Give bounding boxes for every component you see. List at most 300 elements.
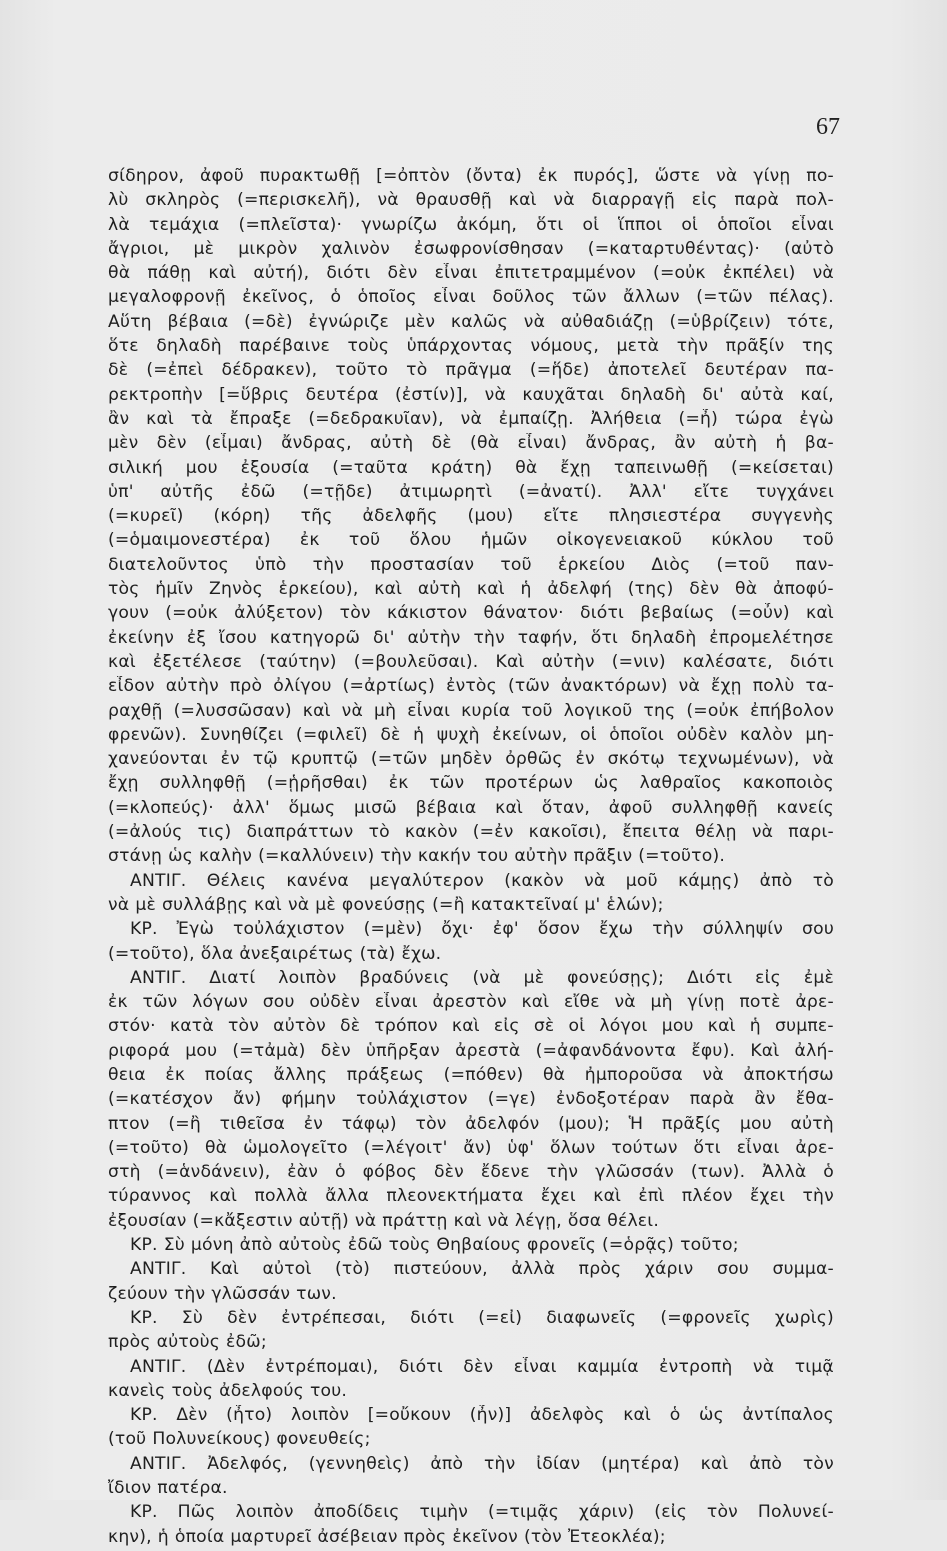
word: δὲ — [108, 360, 129, 381]
word: (=ᾑρῆσθαι) — [266, 773, 368, 794]
word: ἀδελφὸς — [529, 1405, 605, 1426]
word: τοῦ — [802, 530, 834, 551]
word: τὸ — [368, 822, 390, 843]
word: Διότι — [687, 967, 733, 988]
text-line — [108, 992, 834, 1016]
word: δι' — [702, 384, 724, 405]
word: (=φιλεῖ) — [295, 724, 368, 745]
word: (μου) — [467, 506, 514, 527]
word: ἡ — [413, 724, 425, 745]
word: ἐδῶ — [347, 1235, 383, 1256]
word: (=τῇδε) — [302, 481, 373, 502]
word: νὰ — [553, 190, 575, 211]
text-line — [108, 1186, 834, 1210]
word: οἱ — [582, 214, 600, 235]
word: ΑΝΤΙΓ. — [130, 1453, 187, 1474]
word: (τῶν — [507, 676, 550, 697]
word: τοὺς — [171, 1380, 214, 1401]
word: ἴσου — [219, 627, 257, 648]
word: τεχνωμένων), — [677, 749, 800, 770]
word: αὐτὴ — [370, 433, 414, 454]
word: ὅτι — [590, 627, 619, 648]
word: ἀρεστὸν — [432, 992, 507, 1013]
word: ἑρκείου — [557, 554, 626, 575]
word: παρι- — [788, 822, 834, 843]
word: Πολυνείκους) — [152, 1429, 271, 1450]
word: Ἐτεοκλέα); — [567, 1526, 666, 1547]
word: ἀρε- — [795, 992, 834, 1013]
word: ἐντρέπεσαι, — [281, 1307, 386, 1328]
word: [=οὔκουν — [367, 1405, 452, 1426]
word: καὶ — [108, 651, 136, 672]
word: τῶν — [429, 773, 465, 794]
word: (=ἦ) — [678, 408, 719, 429]
word: αὐτὴν — [541, 651, 595, 672]
word: νὰ — [678, 676, 701, 697]
word: μὲν — [404, 311, 436, 332]
word: τις) — [197, 822, 232, 843]
word: οὐδὲν — [676, 724, 728, 745]
word: κατὰ — [169, 1016, 214, 1037]
text-line — [108, 360, 834, 384]
word: τρόπον — [374, 1016, 438, 1037]
word: τοῦ — [521, 700, 553, 721]
word: ἐγὼ — [799, 408, 834, 429]
word: ΚΡ. — [130, 919, 158, 940]
word: καλὸν — [740, 724, 793, 745]
word: εἶναι — [433, 287, 476, 308]
word: (=καταρτυθέντας)· — [587, 238, 760, 259]
text-line — [108, 1114, 834, 1138]
word: δὲν — [227, 1307, 258, 1328]
word: ὑπ' — [108, 481, 134, 502]
text-line — [108, 1502, 834, 1526]
word: ἄγριοι, — [108, 238, 170, 259]
word: ἀδελφόν — [465, 1113, 540, 1134]
text-line — [108, 336, 834, 360]
word: Ἀλλ' — [629, 481, 667, 502]
text-line — [108, 773, 834, 797]
text-line — [108, 919, 834, 943]
word: ὥστε — [654, 166, 701, 186]
word: θέλει. — [607, 1210, 659, 1231]
word: συλλάβῃς — [161, 894, 249, 915]
word: ὁποία — [174, 1526, 225, 1547]
word: (κόρη) — [213, 506, 271, 527]
word: διότι — [580, 603, 625, 624]
word: σου — [802, 919, 834, 940]
word: τὸν — [706, 1502, 738, 1523]
word: ὁ — [823, 1162, 834, 1183]
word: τὴν — [652, 919, 684, 940]
word: ὅτε — [108, 336, 139, 357]
word: ΚΡ. — [130, 1235, 158, 1256]
word: δηλαδὴ — [156, 336, 222, 357]
word: οἱ — [681, 214, 699, 235]
word: αὐτῆς — [160, 481, 215, 502]
word: αὐτὴ — [713, 433, 758, 454]
word: πρὸς — [108, 1332, 151, 1353]
word: ἔχῃ — [560, 457, 591, 478]
word: στάνῃ — [108, 846, 163, 867]
word: γνωρίζω — [361, 214, 438, 235]
word: ἀλή- — [794, 1040, 834, 1061]
word: φονεύσῃς); — [567, 967, 665, 988]
word: (=γε) — [487, 1089, 536, 1110]
word: λέγῃ, — [514, 1210, 562, 1231]
word: ὑφ' — [507, 1137, 535, 1158]
word: εἶναι — [736, 1137, 780, 1158]
word: κακὸν — [404, 822, 458, 843]
word: αὐτὸν — [273, 1016, 326, 1037]
word: λὺ — [108, 190, 129, 211]
word: προτέρων — [485, 773, 574, 794]
word: (=φρονεῖς — [660, 1307, 751, 1328]
word: ἐσωφρονίσθησαν — [414, 238, 564, 259]
text-line — [108, 603, 834, 627]
word: ἐνδοξοτέραν — [555, 1089, 670, 1110]
word: καὶ — [508, 190, 537, 211]
word: (ταύτην) — [259, 651, 337, 672]
word: (νὰ — [472, 967, 501, 988]
word: (=μὲν) — [363, 919, 423, 940]
word: καλέσατε, — [682, 651, 773, 672]
text-line — [108, 968, 834, 992]
word: δι' — [372, 627, 395, 648]
word: κην), — [108, 1526, 152, 1547]
word: συλληφθῇ — [671, 797, 758, 818]
word: (=ἥδε) — [529, 360, 590, 381]
word: τῶν — [142, 992, 178, 1013]
word: ἐντροπὴ — [659, 1356, 733, 1377]
word: μου — [185, 1040, 218, 1061]
word: διότι — [410, 1307, 455, 1328]
word: ὅτι — [693, 1137, 721, 1158]
word: τοῦ — [500, 554, 532, 575]
word: νὰ — [751, 822, 774, 843]
word: νὰ — [523, 311, 546, 332]
word: αὐτὴν — [165, 676, 219, 697]
word: εἴθε — [564, 992, 600, 1013]
word: ἐγνώριζε — [308, 311, 389, 332]
word: χωρὶς) — [774, 1307, 834, 1328]
word: Καὶ — [495, 651, 525, 672]
word: ἑλών); — [606, 894, 664, 915]
word: ἐκεῖνον — [452, 1526, 518, 1547]
word: Ἐγὼ — [176, 919, 215, 940]
word: (θὰ — [470, 433, 500, 454]
word: ψυχὴ — [436, 724, 480, 745]
word: καὶ — [451, 1016, 480, 1037]
word: παρέβαινε — [239, 336, 330, 357]
word: ἐκεῖνος, — [242, 287, 315, 308]
word: πέλας). — [769, 287, 834, 308]
word: σίδηρον, — [108, 166, 185, 186]
word: τὴν — [802, 1186, 834, 1207]
word: κανεὶς — [108, 1380, 166, 1401]
word: βεβαίως — [640, 603, 715, 624]
word: ὅταν, — [541, 797, 591, 818]
word: αὐτὰ — [740, 384, 785, 405]
word: ὡμολογεῖτο — [243, 1137, 348, 1158]
word: ἀτιμωρητὶ — [399, 481, 493, 502]
word: Καὶ — [209, 1259, 239, 1280]
word: ἐπήβολον — [750, 700, 834, 721]
word: ἀποδίδεις — [313, 1502, 400, 1523]
word: ἑρκείου), — [278, 579, 359, 600]
word: ἀκόμη, — [456, 214, 517, 235]
word: ἔπειτα — [622, 822, 680, 843]
word: μικρὸν — [238, 238, 298, 259]
word: (=τοῦ — [716, 554, 770, 575]
word: (=περισκελῆ), — [237, 190, 361, 211]
word: πράξεως — [346, 1064, 425, 1085]
word: τοὐλάχιστον — [233, 919, 345, 940]
word: ἐκ — [108, 992, 128, 1013]
word: κράτη) — [430, 457, 493, 478]
word: νὰ — [614, 992, 636, 1013]
word: γλῶσσάν — [595, 1162, 674, 1183]
word: λὰ — [108, 214, 130, 235]
word: γλῶσσάν — [211, 1283, 291, 1304]
word: πολλὰ — [254, 1186, 308, 1207]
word: μοῦ — [625, 870, 658, 891]
word: Αὕτη — [108, 311, 152, 332]
word: καὶ — [495, 797, 524, 818]
text-line — [108, 652, 834, 676]
word: τὸν — [339, 603, 371, 624]
word: βα- — [804, 433, 834, 454]
word: νὰ — [584, 870, 606, 891]
word: μαρτυρεῖ — [230, 1526, 312, 1547]
word: εἰς — [493, 1016, 520, 1037]
word: ΚΡ. — [130, 1502, 158, 1523]
word: (=οὐκ — [686, 700, 740, 721]
text-line — [108, 1089, 834, 1113]
text-line — [108, 190, 834, 214]
word: (γεννηθεὶς) — [308, 1453, 410, 1474]
word: ἀρε- — [795, 1137, 834, 1158]
word: ἐδῶ — [240, 481, 276, 502]
word: μου — [185, 457, 218, 478]
word: (=τἀμὰ) — [232, 1040, 306, 1061]
word: εἰς — [755, 967, 781, 988]
text-line — [108, 530, 834, 554]
word: αὐτῇ) — [298, 1210, 349, 1231]
word: ἡμῖν — [155, 579, 194, 600]
word: ἀπὸ — [759, 870, 793, 891]
word: κατηγορῶ — [269, 627, 361, 648]
word: καυχᾶται — [522, 384, 605, 405]
word: (ὄντα) — [465, 166, 523, 186]
word: κανείς — [776, 797, 834, 818]
word: (=ἀφανδάνοντα — [535, 1040, 677, 1061]
word: δὲν — [689, 579, 720, 600]
word: ἄνδρας, — [585, 433, 657, 454]
word: σκληρὸς — [145, 190, 221, 211]
word: παρὰ — [689, 1089, 735, 1110]
word: διαφωνεῖς — [546, 1307, 637, 1328]
word: (=τιμᾷς — [487, 1502, 560, 1523]
word: ποτὲ — [739, 992, 781, 1013]
word: (=ἀλούς — [108, 822, 183, 843]
word: οἰκογενειακοῦ — [556, 530, 683, 551]
word: τῆς — [300, 506, 333, 527]
text-line — [108, 385, 834, 409]
word: γίνῃ — [753, 166, 791, 186]
word: τὴν — [546, 1162, 579, 1183]
word: καὶ — [254, 894, 282, 915]
word: χαλινὸν — [321, 238, 390, 259]
word: ἀποτελεῖ — [607, 360, 687, 381]
word: τὸν — [415, 1113, 447, 1134]
word: λοιπὸν — [290, 1405, 350, 1426]
word: κακήν — [417, 846, 471, 867]
word: λοιπὸν — [278, 967, 337, 988]
word: αὐτοὺς — [156, 1332, 221, 1353]
word: (=πόθεν) — [443, 1064, 524, 1085]
word: τὰ — [190, 408, 213, 429]
word: (=ὁμαιμονεστέρα) — [108, 530, 271, 551]
word: εἶναι — [513, 1356, 557, 1377]
text-line — [108, 482, 834, 506]
word: φήμην — [281, 1089, 337, 1110]
word: ἵπποι — [618, 214, 663, 235]
word: νὰ — [752, 1356, 775, 1377]
word: (=ὑβρίζειν) — [669, 311, 772, 332]
word: τεμάχια — [149, 214, 220, 235]
text-line — [108, 1284, 834, 1308]
word: τὸ — [406, 360, 428, 381]
word: πυρός], — [573, 166, 639, 186]
word: (=ἢ — [432, 894, 465, 915]
body-text — [108, 166, 834, 1551]
word: καὶ — [374, 579, 403, 600]
word: θάνατον· — [483, 603, 564, 624]
word: ὅλων — [549, 1137, 596, 1158]
word: ἀποκτήσω — [743, 1064, 834, 1085]
word: (=ὁρᾷς) — [602, 1235, 675, 1256]
word: ἀπὸ — [749, 1453, 783, 1474]
word: πρᾶξίς — [661, 1113, 722, 1134]
word: ἀδελφή — [547, 579, 613, 600]
word: Ἀλήθεια — [590, 408, 662, 429]
word: θὰ — [542, 1064, 566, 1085]
word: νὰ — [377, 190, 399, 211]
text-line — [108, 1259, 834, 1283]
word: ἐκ — [388, 773, 409, 794]
word: φονευθείς; — [276, 1429, 371, 1450]
word: ἀλλὰ — [511, 1259, 556, 1280]
text-line — [108, 263, 834, 287]
word: (ἦτο) — [226, 1405, 273, 1426]
word: δὲν — [463, 1356, 494, 1377]
word: (=ἢ — [168, 1113, 201, 1134]
word: ὑπῆρξαν — [365, 1040, 440, 1061]
word: των. — [296, 1283, 337, 1304]
word: ἐν — [220, 749, 240, 770]
word: νὰ — [287, 894, 310, 915]
word: τώρα — [734, 408, 783, 429]
word: ἐπὶ — [638, 1186, 665, 1207]
word: γίνῃ — [687, 992, 725, 1013]
word: ἐκ — [537, 166, 558, 186]
word: Θηβαίους — [436, 1235, 522, 1256]
text-line — [108, 701, 834, 725]
word: ἀφοῦ — [199, 166, 244, 186]
word: δηλαδὴ — [620, 384, 686, 405]
text-line — [108, 1065, 834, 1089]
word: κρυπτῷ — [290, 749, 358, 770]
word: ὑπάρχοντας — [406, 336, 514, 357]
word: πλησιεστέρα — [608, 506, 722, 527]
word: πολὺ — [752, 676, 795, 697]
word: (=κείσεται) — [730, 457, 834, 478]
word: ἂν — [754, 1089, 776, 1110]
text-line — [108, 846, 834, 870]
word: εἶναι) — [517, 433, 568, 454]
word: ἐπιτετραμμένον — [494, 263, 636, 284]
word: (=ἀρτίως) — [342, 676, 436, 697]
word: διαπράττων — [246, 822, 354, 843]
word: ἐκπέλει) — [722, 263, 796, 284]
text-line — [108, 1478, 834, 1502]
word: (=ταῦτα — [332, 457, 408, 478]
word: μὴ — [650, 992, 673, 1013]
word: ἀπὸ — [239, 1235, 273, 1256]
word: πρᾶγμα — [445, 360, 512, 381]
word: λαθραῖος — [639, 773, 722, 794]
word: καὶ — [700, 1453, 729, 1474]
word: ἐὰν — [287, 1162, 319, 1183]
word: αὐτή), — [253, 263, 310, 284]
word: αὐτὴν — [514, 846, 568, 867]
word: ἀποφύ- — [772, 579, 834, 600]
word: βέβαια — [415, 797, 477, 818]
word: (τὸν — [523, 1526, 562, 1547]
word: καὶ — [209, 1186, 238, 1207]
word: δευτέραν — [704, 360, 788, 381]
word: (κακὸν — [504, 870, 564, 891]
word: τοῦτο; — [680, 1235, 739, 1256]
text-line — [108, 895, 834, 919]
word: καὶ — [208, 263, 237, 284]
word: τοὺς — [388, 1235, 431, 1256]
word: Πολυνεί- — [757, 1502, 834, 1523]
word: Διὸς — [651, 554, 691, 575]
word: ὅσον — [537, 919, 581, 940]
word: ὅλα — [200, 943, 234, 964]
word: δὲ — [340, 1016, 361, 1037]
text-line — [108, 1381, 834, 1405]
word: ἡμῶν — [480, 530, 528, 551]
text-line — [108, 798, 834, 822]
word: ὀλίγου — [273, 676, 332, 697]
text-line — [108, 215, 834, 239]
word: σου — [262, 992, 295, 1013]
word: πα- — [805, 360, 834, 381]
word: ἀντίπαλος — [742, 1405, 834, 1426]
word: γουν — [108, 603, 150, 624]
word: Πῶς — [177, 1502, 216, 1523]
word: ὡς — [699, 1405, 724, 1426]
word: ἔχῃ — [711, 676, 742, 697]
word: (=λέγοιτ' — [363, 1137, 448, 1158]
word: ποίας — [204, 1064, 254, 1085]
word: καλὴν — [198, 846, 253, 867]
word: δηλαδὴ — [630, 627, 697, 648]
text-line — [108, 1405, 834, 1429]
